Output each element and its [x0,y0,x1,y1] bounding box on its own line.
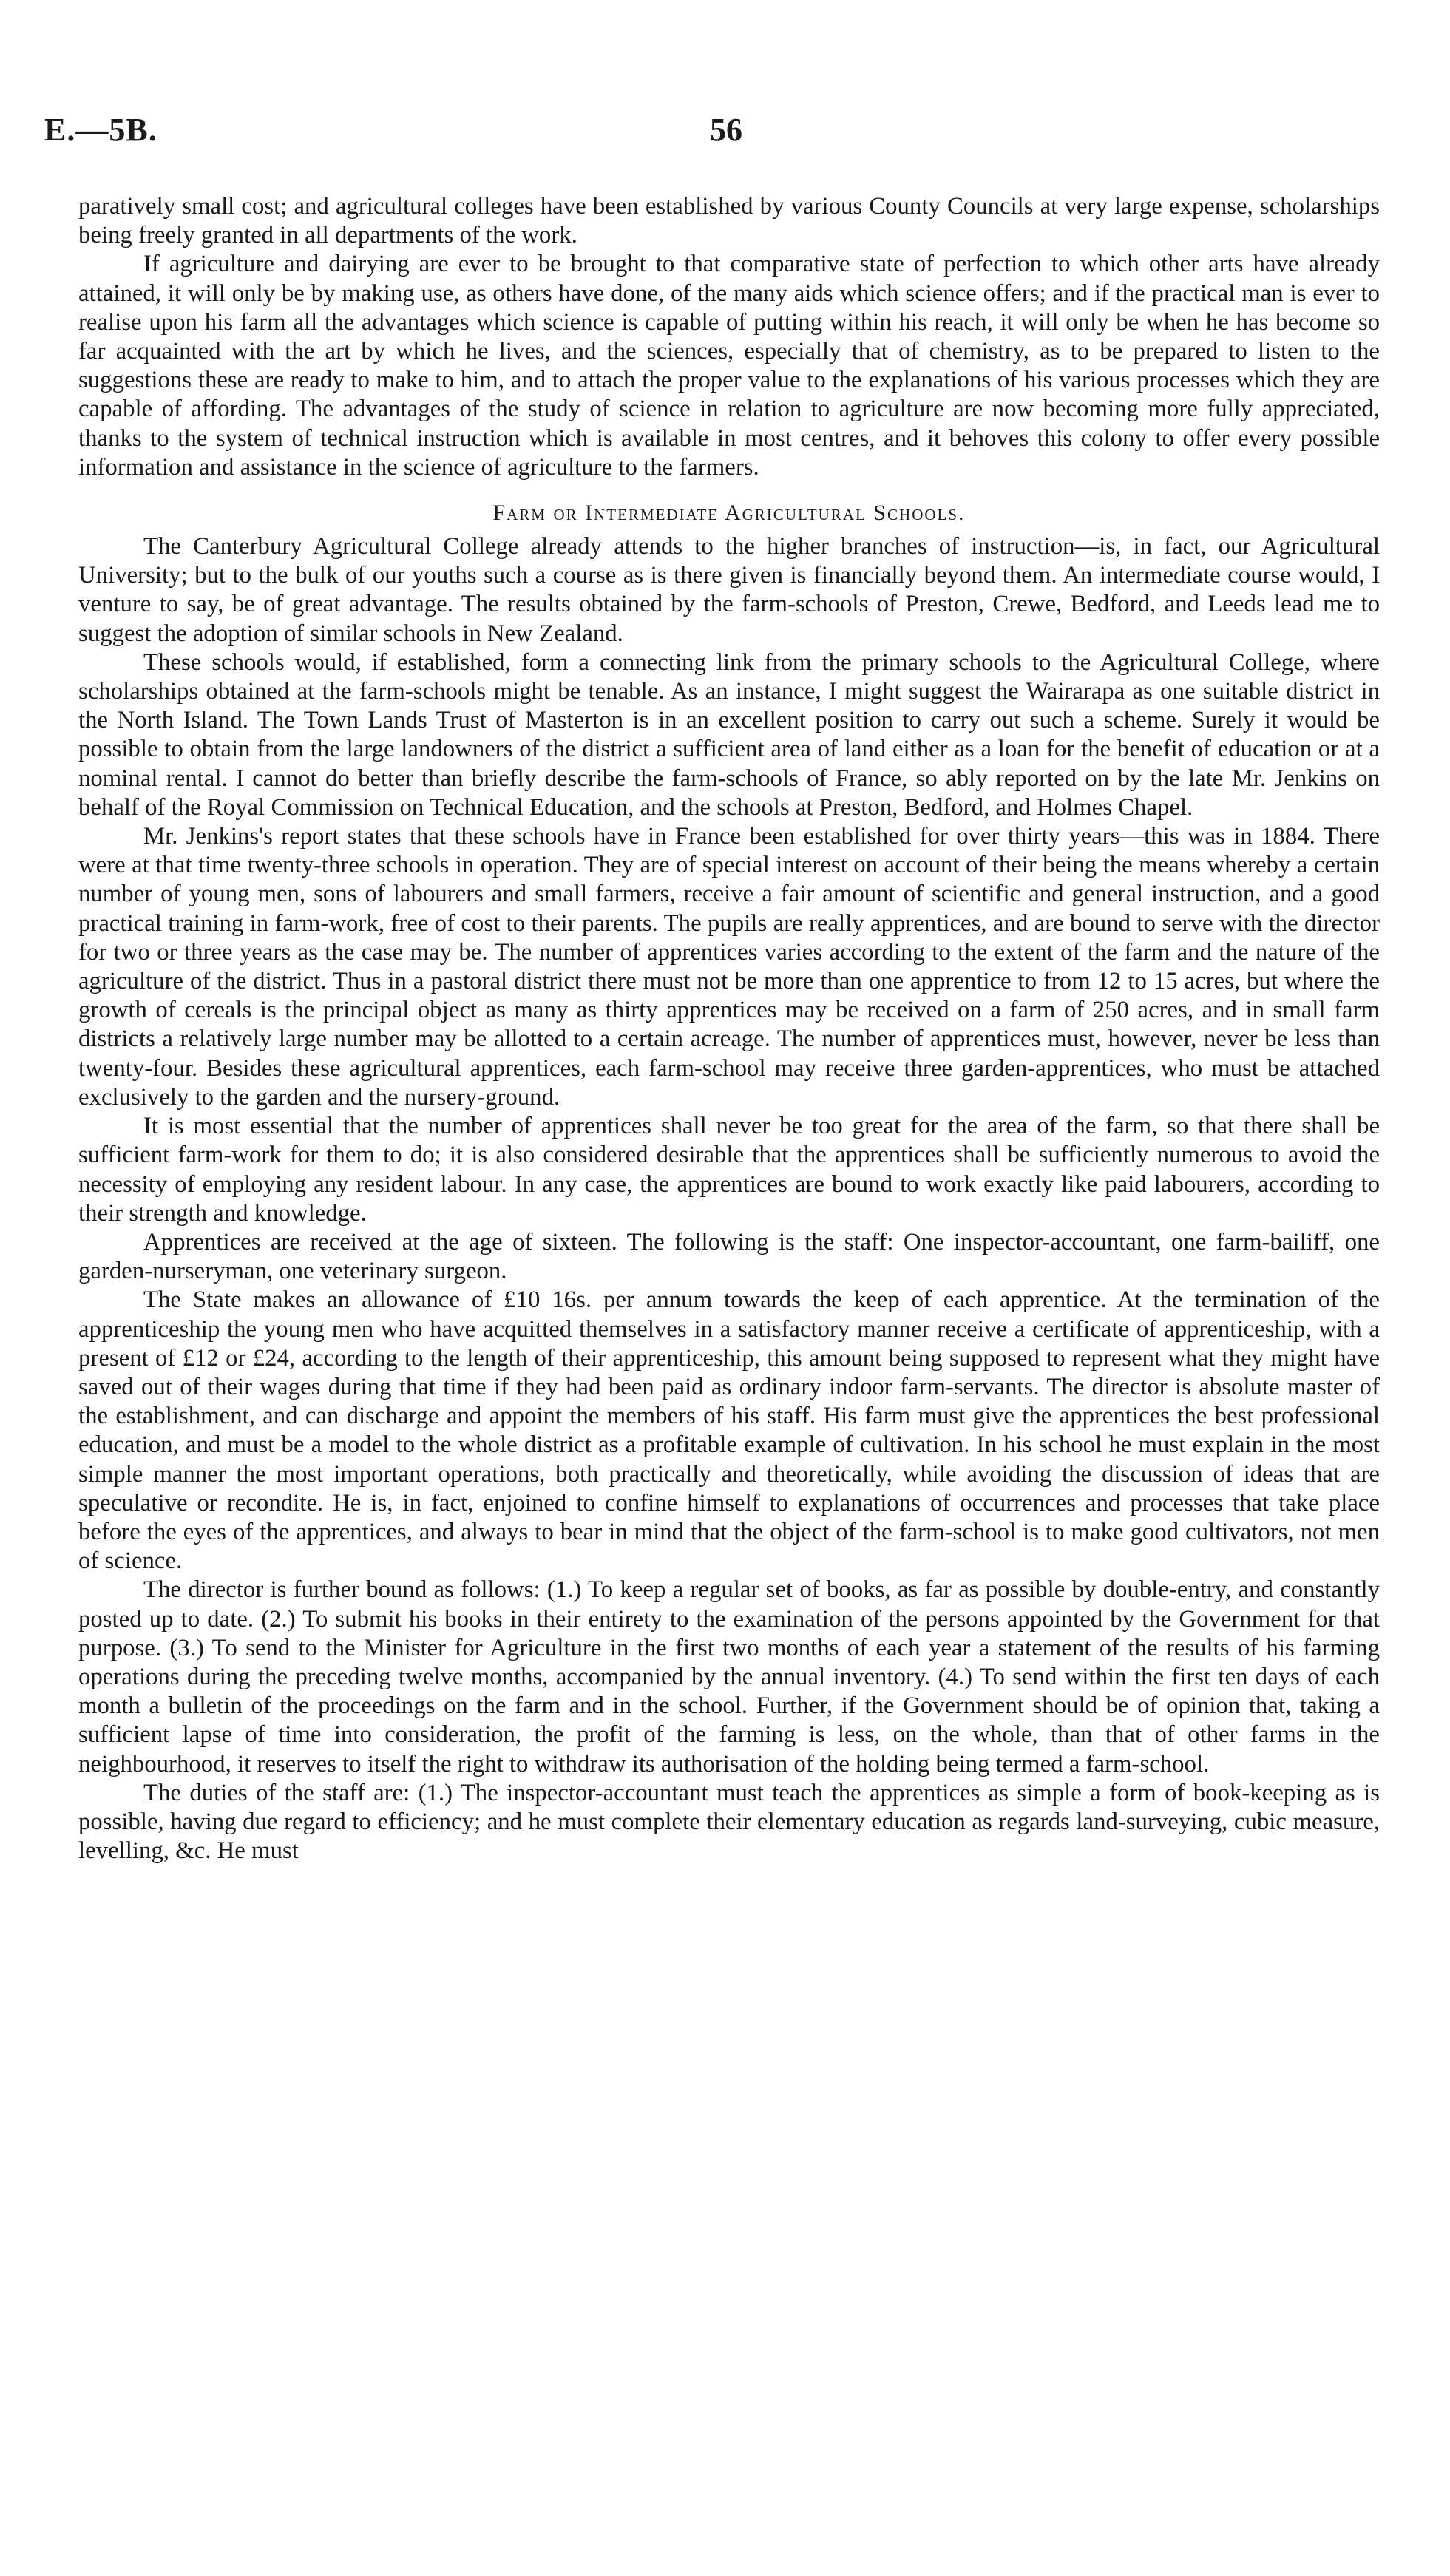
paragraph: The Canterbury Agricultural College already attends to the higher branches of instruction—is, in fact, our Agricultural University; but to the bulk of our youths such a course as is there given is financially beyond them. An intermediate course would, I venture to say, be of great advantage. The results obtained by the farm-schools of Preston, Crewe, Bedford, and Leeds lead me to suggest the adoption of similar schools in New Zealand. [78,533,1380,647]
paragraph: The State makes an allowance of £10 16s. per annum towards the keep of each apprentice. At the termination of the apprenticeship the young men who have acquitted themselves in a satisfactory manner receive a certificate of apprenticeship, with a present of £12 or £24, according to the length of their apprenticeship, this amount being supposed to represent what they might have saved out of their wages during that time if they had been paid as ordinary indoor farm-servants. The director is absolute master of the establishment, and can discharge and appoint the members of his staff. His farm must give the apprentices the best professional education, and must be a model to the whole district as a profitable example of cultivation. In his school he must explain in the most simple manner the most important operations, both practically and theoretically, while avoiding the discussion of ideas that are speculative or recondite. He is, in fact, enjoined to confine himself to explanations of occurrences and processes that take place before the eyes of the apprentices, and always to bear in mind that the object of the farm-school is to make good cultivators, not men of science. [78,1287,1380,1575]
document-reference: E.—5B. [44,112,157,148]
page-number: 56 [710,112,742,148]
paragraph: These schools would, if established, form a connecting link from the primary schools to the Agricultural College, where scholarships obtained at the farm-schools might be tenable. As an instance, I might suggest the Wairarapa as one suitable district in the North Island. The Town Lands Trust of Masterton is in an excellent position to carry out such a scheme. Surely it would be possible to obtain from the large landowners of the district a sufficient area of land either as a loan for the benefit of education or at a nominal rental. I cannot do better than briefly describe the farm-schools of France, so ably reported on by the late Mr. Jenkins on behalf of the Royal Commission on Technical Education, and the schools at Preston, Bedford, and Holmes Chapel. [78,648,1380,821]
paragraph: Apprentices are received at the age of sixteen. The following is the staff: One inspector-accountant, one farm-bailiff, one garden-nurseryman, one veterinary surgeon. [78,1228,1380,1285]
section-heading: Farm or Intermediate Agricultural Schools. [492,501,966,526]
paragraph: It is most essential that the number of apprentices shall never be too great for the area of the farm, so that there shall be sufficient farm-work for them to do; it is also considered desirable that the apprentices shall be sufficiently numerous to avoid the necessity of employing any resident labour. In any case, the apprentices are bound to work exactly like paid labourers, according to their strength and knowledge. [78,1113,1380,1227]
paragraph: Mr. Jenkins's report states that these schools have in France been established for over thirty years—this was in 1884. There were at that time twenty-three schools in operation. They are of special interest on account of their being the means whereby a certain number of young men, sons of labourers and small farmers, receive a fair amount of scientific and general instruction, and a good practical training in farm-work, free of cost to their parents. The pupils are really apprentices, and are bound to serve with the director for two or three years as the case may be. The number of apprentices varies according to the extent of the farm and the nature of the agriculture of the district. Thus in a pastoral district there must not be more than one apprentice to from 12 to 15 acres, but where the growth of cereals is the principal object as many as thirty apprentices may be received on a farm of 250 acres, and in small farm districts a relatively large number may be allotted to a certain acreage. The number of apprentices must, however, never be less than twenty-four. Besides these agricultural apprentices, each farm-school may receive three garden-apprentices, who must be attached exclusively to the garden and the nursery-ground. [78,823,1380,1111]
paragraph-science: If agriculture and dairying are ever to be brought to that comparative state of perfection to which other arts have already attained, it will only be by making use, as others have done, of the many aids which science offers; and if the practical man is ever to realise upon his farm all the advantages which science is capable of putting within his reach, it will only be when he has become so far acquainted with the art by which he lives, and the sciences, especially that of chemistry, as to be prepared to listen to the suggestions these are ready to make to him, and to attach the proper value to the explanations of his various processes which they are capable of affording. The advantages of the study of science in relation to agriculture are now becoming more fully appreciated, thanks to the system of technical instruction which is available in most centres, and it behoves this colony to offer every possible information and assistance in the science of agriculture to the farmers. [78,251,1380,481]
paragraph: The director is further bound as follows: (1.) To keep a regular set of books, as far as possible by double-entry, and constantly posted up to date. (2.) To submit his books in their entirety to the examination of the persons appointed by the Government for that purpose. (3.) To send to the Minister for Agriculture in the first two months of each year a statement of the results of his farming operations during the preceding twelve months, accompanied by the annual inventory. (4.) To send within the first ten days of each month a bulletin of the proceedings on the farm and in the school. Further, if the Government should be of opinion that, taking a sufficient lapse of time into consideration, the profit of the farming is less, on the whole, than that of other farms in the neighbourhood, it reserves to itself the right to withdraw its authorisation of the holding being termed a farm-school. [78,1576,1380,1777]
paragraph-continuation: paratively small cost; and agricultural colleges have been established by various County Councils at very large expense, scholarships being freely granted in all departments of the work. [78,193,1380,249]
page-header [44,111,1368,163]
body-text [78,192,1380,1865]
paragraph: The duties of the staff are: (1.) The inspector-accountant must teach the apprentices as simple a form of book-keeping as is possible, having due regard to efficiency; and he must complete their elementary education as regards land-surveying, cubic measure, levelling, &c. He must [78,1779,1380,1865]
